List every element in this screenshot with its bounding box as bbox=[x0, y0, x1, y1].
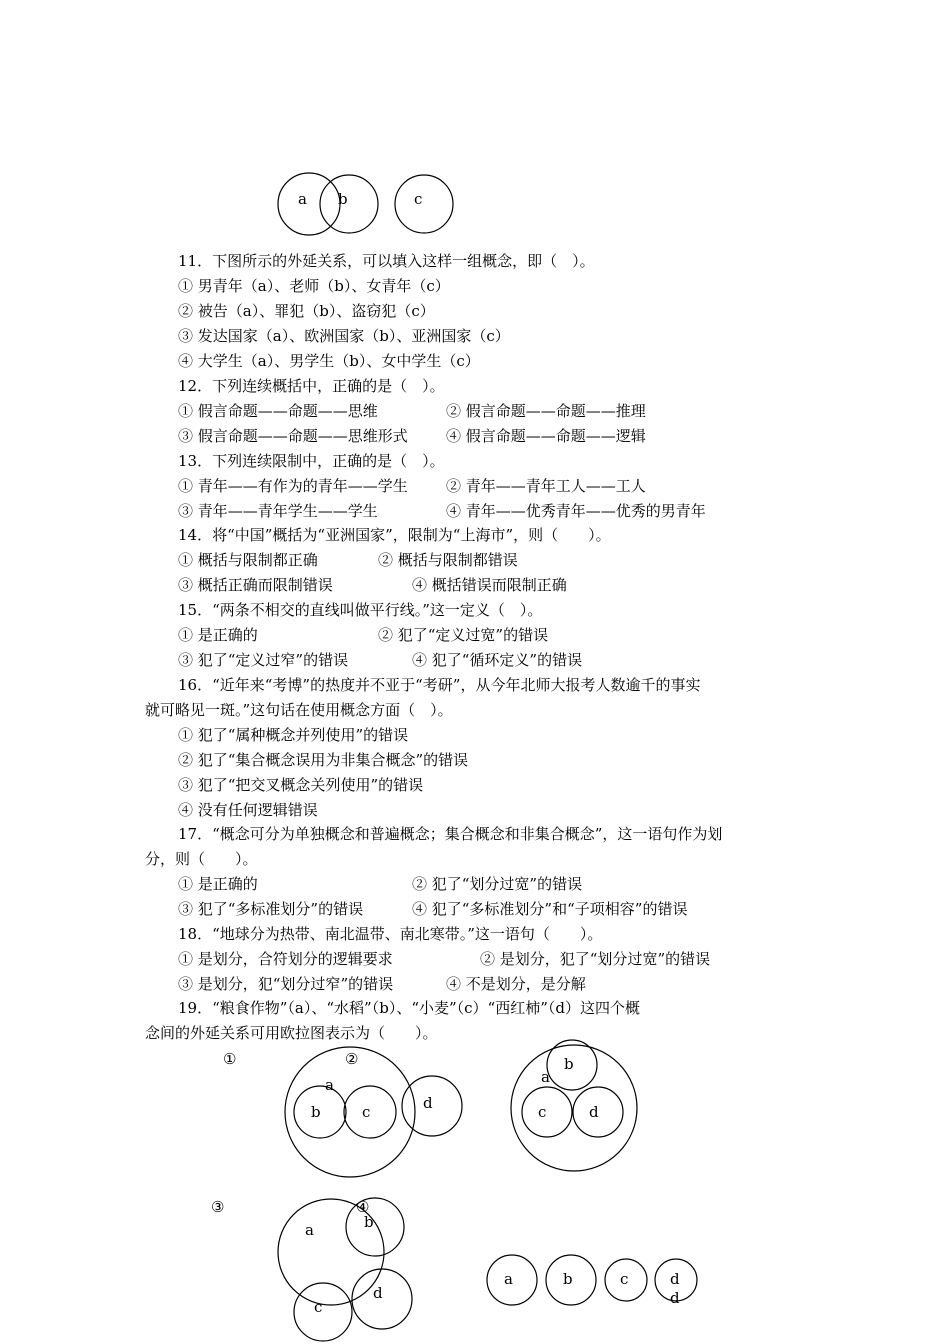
d3-label-b: b bbox=[364, 1213, 374, 1231]
q11-option-1: ① 男青年（a）、老师（b）、女青年（c） bbox=[178, 277, 450, 295]
q12-option-4: ④ 假言命题——命题——逻辑 bbox=[446, 427, 646, 445]
label-c: c bbox=[414, 190, 423, 208]
d2-circle-a bbox=[511, 1045, 637, 1171]
q15-option-1: ① 是正确的 bbox=[178, 626, 258, 644]
q16-stem-line-2: 就可略见一斑。”这句话在使用概念方面（ ）。 bbox=[145, 701, 453, 719]
q11-option-3: ③ 发达国家（a）、欧洲国家（b）、亚洲国家（c） bbox=[178, 327, 510, 345]
q18-option-1: ① 是划分，合符划分的逻辑要求 bbox=[178, 950, 393, 968]
q17-stem-line-2: 分，则（ ）。 bbox=[145, 850, 258, 868]
q17-option-1: ① 是正确的 bbox=[178, 875, 258, 893]
q17-option-4: ④ 犯了“多标准划分”和“子项相容”的错误 bbox=[412, 900, 688, 918]
q14-option-1: ① 概括与限制都正确 bbox=[178, 551, 318, 569]
q12-option-2: ② 假言命题——命题——推理 bbox=[446, 402, 646, 420]
q12-option-3: ③ 假言命题——命题——思维形式 bbox=[178, 427, 408, 445]
q18-option-4: ④ 不是划分，是分解 bbox=[446, 975, 586, 993]
d1-label-d: d bbox=[423, 1094, 433, 1112]
q16-option-4: ④ 没有任何逻辑错误 bbox=[178, 801, 318, 819]
q15-option-3: ③ 犯了“定义过窄”的错误 bbox=[178, 651, 349, 669]
d2-label-b: b bbox=[564, 1055, 574, 1073]
q12-option-1: ① 假言命题——命题——思维 bbox=[178, 402, 378, 420]
d4-label-a: a bbox=[504, 1270, 513, 1288]
label-a: a bbox=[298, 190, 307, 208]
q17-stem-line-1: 17．“概念可分为单独概念和普遍概念；集合概念和非集合概念”，这一语句作为划 bbox=[178, 825, 723, 843]
q18-option-3: ③ 是划分，犯“划分过窄”的错误 bbox=[178, 975, 394, 993]
euler-diagram-1 bbox=[285, 1047, 462, 1177]
marker-1: ① bbox=[223, 1050, 237, 1068]
q13-stem: 13．下列连续限制中，正确的是（ ）。 bbox=[178, 452, 445, 470]
d2-label-a: a bbox=[541, 1068, 550, 1086]
d2-label-c: c bbox=[538, 1103, 547, 1121]
q14-option-3: ③ 概括正确而限制错误 bbox=[178, 576, 333, 594]
d4-label-c: c bbox=[620, 1270, 629, 1288]
q18-option-2: ② 是划分，犯了“划分过宽”的错误 bbox=[480, 950, 711, 968]
q12-stem: 12．下列连续概括中，正确的是（ ）。 bbox=[178, 377, 445, 395]
d1-label-a: a bbox=[325, 1076, 334, 1094]
d3-label-c: c bbox=[314, 1298, 323, 1316]
q17-option-3: ③ 犯了“多标准划分”的错误 bbox=[178, 900, 364, 918]
q15-option-2: ② 犯了“定义过宽”的错误 bbox=[378, 626, 549, 644]
euler-diagram-4 bbox=[487, 1255, 697, 1307]
d2-label-d: d bbox=[589, 1103, 599, 1121]
q16-option-2: ② 犯了“集合概念误用为非集合概念”的错误 bbox=[178, 751, 469, 769]
d3-circle-c bbox=[294, 1283, 352, 1341]
d1-label-b: b bbox=[311, 1103, 321, 1121]
marker-4: ④ bbox=[356, 1198, 370, 1216]
q16-stem-line-1: 16．“近年来“考博”的热度并不亚于“考研”，从今年北师大报考人数逾千的事实 bbox=[178, 676, 701, 694]
label-b: b bbox=[338, 190, 348, 208]
q15-option-4: ④ 犯了“循环定义”的错误 bbox=[412, 651, 583, 669]
q19-stem-line-1: 19．“粮食作物”（a）、“水稻”（b）、“小麦”（c）“西红柿”（d）这四个概 bbox=[178, 999, 640, 1017]
q18-stem: 18．“地球分为热带、南北温带、南北寒带。”这一语句（ ）。 bbox=[178, 925, 603, 943]
d4-label-b: b bbox=[563, 1270, 573, 1288]
q13-option-3: ③ 青年——青年学生——学生 bbox=[178, 502, 378, 520]
q16-option-1: ① 犯了“属种概念并列使用”的错误 bbox=[178, 726, 409, 744]
d3-label-a: a bbox=[305, 1221, 314, 1239]
q13-option-4: ④ 青年——优秀青年——优秀的男青年 bbox=[446, 502, 706, 520]
q11-option-4: ④ 大学生（a）、男学生（b）、女中学生（c） bbox=[178, 352, 480, 370]
q13-option-2: ② 青年——青年工人——工人 bbox=[446, 477, 646, 495]
d3-label-d: d bbox=[373, 1284, 383, 1302]
d3-circle-b bbox=[346, 1198, 404, 1256]
d4-label-d: d bbox=[670, 1270, 680, 1288]
d4-label-d-extra: d bbox=[670, 1289, 680, 1307]
euler-diagram-2 bbox=[511, 1040, 637, 1171]
q14-option-4: ④ 概括错误而限制正确 bbox=[412, 576, 567, 594]
q14-option-2: ② 概括与限制都错误 bbox=[378, 551, 518, 569]
marker-2: ② bbox=[345, 1050, 359, 1068]
q11-option-2: ② 被告（a）、罪犯（b）、盗窃犯（c） bbox=[178, 302, 435, 320]
q17-option-2: ② 犯了“划分过宽”的错误 bbox=[412, 875, 583, 893]
q16-option-3: ③ 犯了“把交叉概念关列使用”的错误 bbox=[178, 776, 424, 794]
q11-stem: 11．下图所示的外延关系，可以填入这样一组概念，即（ ）。 bbox=[178, 252, 595, 270]
euler-diagram-3 bbox=[278, 1198, 412, 1341]
d2-circle-c bbox=[522, 1087, 572, 1137]
q13-option-1: ① 青年——有作为的青年——学生 bbox=[178, 477, 408, 495]
q14-stem: 14．将“中国”概括为“亚洲国家”，限制为“上海市”，则（ ）。 bbox=[178, 526, 611, 544]
marker-3: ③ bbox=[211, 1198, 225, 1216]
q15-stem: 15．“两条不相交的直线叫做平行线。”这一定义（ ）。 bbox=[178, 601, 543, 619]
q19-stem-line-2: 念间的外延关系可用欧拉图表示为（ ）。 bbox=[145, 1024, 438, 1042]
d1-label-c: c bbox=[362, 1103, 371, 1121]
